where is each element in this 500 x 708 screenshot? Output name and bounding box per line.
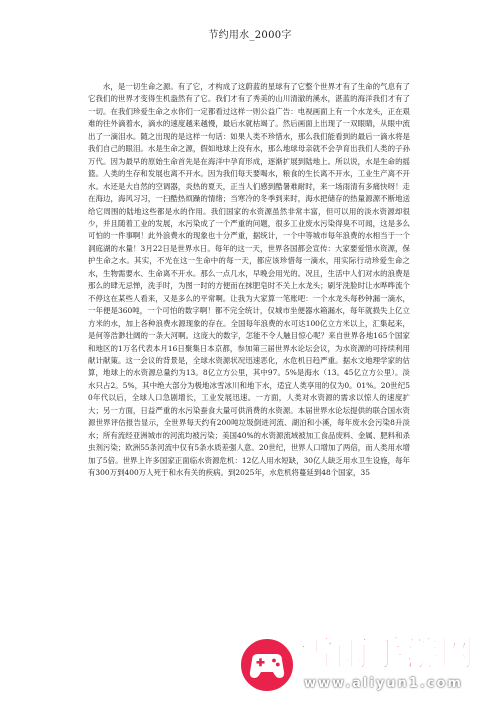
document-body-text: 水，是一切生命之源。有了它，才构成了这蔚蓝的星球有了它整个世界才有了生命的气息有了它我们的世界才变得生机盎然有了它。我们才有了秀美的山川清澈的溪水，湛蓝的海洋我们才有了一切。在我们珍爱生命之水你们一定都看过这样一则公益广告：电视画面上有一个水龙头，正在艰难的往外滴着水，滴水的速度越来越慢，最后水就枯竭了。然后画面上出现了一双眼睛，从眼中流出了一滴泪水。随之出现的是这样一句话：如果人类不珍惜水，那么我们能看到的最后一滴水将是我们自己的眼泪。水是生命之源，假如地球上没有水，那么地球母亲就不会孕育出我们人类的子孙万代。因为最早的原始生命首先是在海洋中孕育形成，逐渐扩展到陆地上。所以说，水是生命的摇篮。人类的生存和发展也离不开水。因为我们每天要喝水，粮食的生长离不开水，工业生产离不开水。水还是大自然的空调器，炎热的夏天，正当人们感到酷暑难耐时，来一场雨清有多痛快呀！走在海边，海风习习，一扫酷热烦躁的情绪；当寒冷的冬季到来时，海水把储存的热量源源不断地送给它周围的陆地这些都是水的作用。我们国家的水资源虽然非常丰富，但可以用的淡水资源却很少，并且随着工业的发展，水污染成了一个严重的问题，很多工业废水污染得臭不可闻，这是多么可怕的一件事啊！此外浪费水的现象也十分严重，据统计，一个中等城市每年浪费的水相当于一个洞庭湖的水量！3月22日是世界水日。每年的这一天，世界各国都会宣传：大家要爱惜水资源，保护生命之水。其实，不光在这一生命中的每一天，都应该珍惜每一滴水，用实际行动珍爱生命之水，生物需要水、生命离不开水。那么一点几水，早晚会用光的。况且，生活中人们对水的浪费是那么的肆无忌惮，洗手时，为图一时的方便而在抹肥皂时不关上水龙头；刷牙洗脸时让水哗哗流个不停这在某些人看来，又是多么的平常啊。让我为大家算一笔账吧：一个水龙头每秒钟漏一滴水，一年便是360吨，一个可怕的数字啊！都不完全统计，仅城市坐便器水箱漏水，每年就损失上亿立方米的水，加上各种浪费水源现象的存在。全国每年浪费的水可达100亿立方米以上，汇集起来，是何等浩渺壮阔的一条大河啊。这庞大的数字，怎能不令人触目惊心呢？来自世界各地165个国家和地区的1万名代表本月16日聚集日本京都，参加第三届世界水论坛会议，为水资源的可持续利用献计献策。这一会议的背景是，全球水资源状况迅速恶化，水危机日趋严重。据水文地理学家的估算，地球上的水资源总量约为13。8亿立方公里，其中97。5%是海水（13。45亿立方公里）。淡水只占2。5%，其中绝大部分为极地冰雪冰川和地下水，适宜人类享用的仅为0。01%。20世纪50年代以后，全球人口急剧增长，工业发展迅速。一方面，人类对水资源的需求以惊人的速度扩大；另一方面，日益严重的水污染蚕食大量可供消费的水资源。本届世界水论坛提供的联合国水资源世界评估报告显示，全世界每天约有200吨垃圾倒进河流、湖泊和小溪，每年废水会污染8升淡水；所有流经亚洲城市的河流均被污染；美国40%的水资源流域被加工食品废料、金属、肥料和杀虫剂污染；欧洲55条河流中仅有5条水质差强人意。20世纪，世界人口增加了两倍，而人类用水增加了5倍。世界上许多国家正面临水资源危机：12亿人用水短缺，30亿人缺乏用水卫生设施，每年有300万到400万人死于和水有关的疾病。到2025年，水危机将蔓延到48个国家，35 [88, 82, 410, 478]
watermark-site-url: www.aliyun1.com [304, 676, 463, 691]
gamepad-logo-icon [238, 636, 296, 694]
site-watermark [238, 632, 484, 698]
watermark-site-name: 雪雨手游网 [300, 634, 475, 674]
document-title: 节约用水_2000字 [208, 30, 292, 41]
